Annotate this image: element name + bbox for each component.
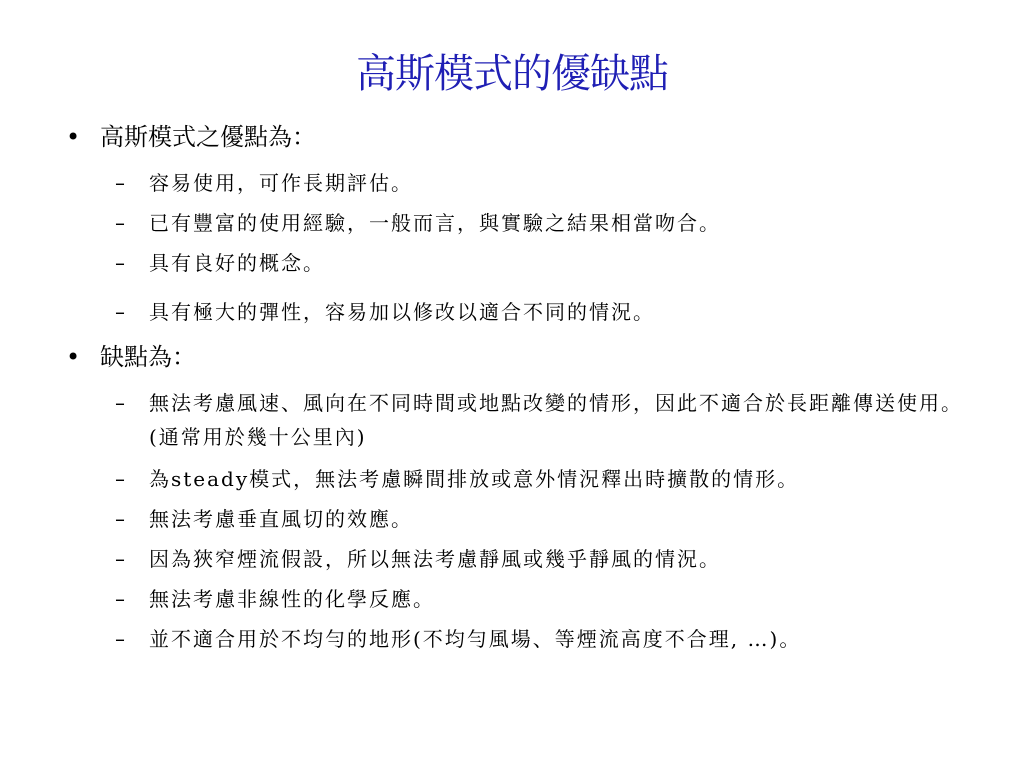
list-item-text: 無法考慮垂直風切的效應。	[149, 507, 413, 531]
dash-marker: –	[115, 171, 125, 195]
dash-marker: –	[115, 467, 125, 491]
section-heading: 高斯模式之優點為：	[100, 123, 316, 151]
bullet-marker: •	[66, 123, 81, 151]
dash-marker: –	[115, 627, 125, 651]
dash-marker: –	[115, 391, 125, 415]
list-item	[115, 295, 985, 329]
dash-marker: –	[115, 507, 125, 531]
list-item	[115, 166, 985, 200]
list-item-text: 無法考慮風速、風向在不同時間或地點改變的情形，因此不適合於長距離傳送使用。(通常用於幾十公里內)	[149, 391, 963, 449]
list-item	[115, 462, 985, 496]
list-item-text: 因為狹窄煙流假設，所以無法考慮靜風或幾乎靜風的情況。	[149, 547, 721, 571]
dash-marker: –	[115, 587, 125, 611]
section-heading: 缺點為：	[100, 343, 196, 371]
dash-marker: –	[115, 547, 125, 571]
bullet-disadvantages-heading	[66, 342, 196, 372]
list-item-text: 無法考慮非線性的化學反應。	[149, 587, 435, 611]
list-item	[115, 246, 985, 280]
list-item	[115, 386, 985, 454]
bullet-marker: •	[66, 343, 81, 371]
list-item-text: 容易使用，可作長期評估。	[149, 171, 413, 195]
dash-marker: –	[115, 211, 125, 235]
list-item-text: 具有良好的概念。	[149, 251, 325, 275]
list-item-text: 並不適合用於不均勻的地形(不均勻風場、等煙流高度不合理, …)。	[149, 627, 802, 651]
dash-marker: –	[115, 251, 125, 275]
list-item	[115, 206, 985, 240]
dash-marker: –	[115, 300, 125, 324]
list-item	[115, 582, 985, 616]
bullet-advantages-heading	[66, 122, 316, 152]
list-item	[115, 542, 985, 576]
list-item	[115, 622, 985, 656]
list-item-text: 具有極大的彈性，容易加以修改以適合不同的情況。	[149, 300, 655, 324]
list-item	[115, 502, 985, 536]
list-item-text: 已有豐富的使用經驗，一般而言，與實驗之結果相當吻合。	[149, 211, 721, 235]
list-item-text: 為steady模式，無法考慮瞬間排放或意外情況釋出時擴散的情形。	[149, 467, 800, 491]
slide-title: 高斯模式的優缺點	[356, 51, 668, 97]
